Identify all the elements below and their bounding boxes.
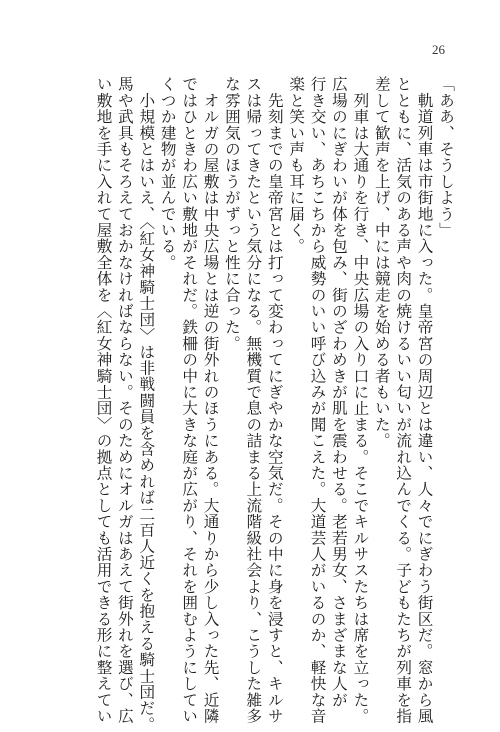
text-line: 先刻までの皇帝宮とは打って変わってにぎやかな空気だ。その中に身を浸すと、キルサ <box>265 76 284 724</box>
text-line: ではひときわ広い敷地がそれだ。鉄柵の中に大きな庭が広がり、それを囲むようにしてい <box>180 76 199 724</box>
text-line: 列車は大通りを行き、中央広場の入り口に止まる。そこでキルサスたちは席を立った。 <box>351 76 370 724</box>
text-line: くつか建物が並んでいる。 <box>158 76 177 271</box>
text-line: 「ああ、そうしよう」 <box>437 76 455 238</box>
text-line: 差して歓声を上げ、中には競走を始める者もいた。 <box>372 76 391 449</box>
body-text <box>92 76 456 732</box>
text-line: オルガの屋敷は中央広場とは逆の街外れのほうにある。大通りから少し入った先、近隣 <box>201 76 220 724</box>
text-line: い敷地を手に入れて屋敷全体を〈紅女神騎士団〉の拠点としても活用できる形に整えてい <box>94 76 113 724</box>
text-line: 行き交い、あちこちから威勢のいい呼び込みが聞こえた。大道芸人がいるのか、軽快な音 <box>308 76 327 724</box>
text-line: 軌道列車は市街地に入った。皇帝宮の周辺とは違い、人々でにぎわう街区だ。窓から風 <box>415 76 434 724</box>
text-line: とともに、活気のある声や肉の焼けるいい匂いが流れ込んでくる。子どもたちが列車を指 <box>394 76 413 724</box>
text-line: 小規模とはいえ、〈紅女神騎士団〉は非戦闘員を含めれば二百人近くを抱える騎士団だ。 <box>137 76 156 732</box>
text-line: 馬や武具もそろえておかなければならない。そのためにオルガはあえて街外れを選び、広 <box>115 76 134 724</box>
text-line: 楽と笑い声も耳に届く。 <box>287 76 306 255</box>
text-line: スは帰ってきたという気分になる。無機質で息の詰まる上流階級社会より、こうした雑多 <box>244 76 263 724</box>
text-line: な雰囲気のほうがずっと性に合った。 <box>222 76 241 352</box>
text-line: 広場のにぎわいが体を包み、街のざわめきが肌を震わせる。老若男女、さまざまな人が <box>329 76 348 708</box>
page-number: 26 <box>432 42 445 57</box>
